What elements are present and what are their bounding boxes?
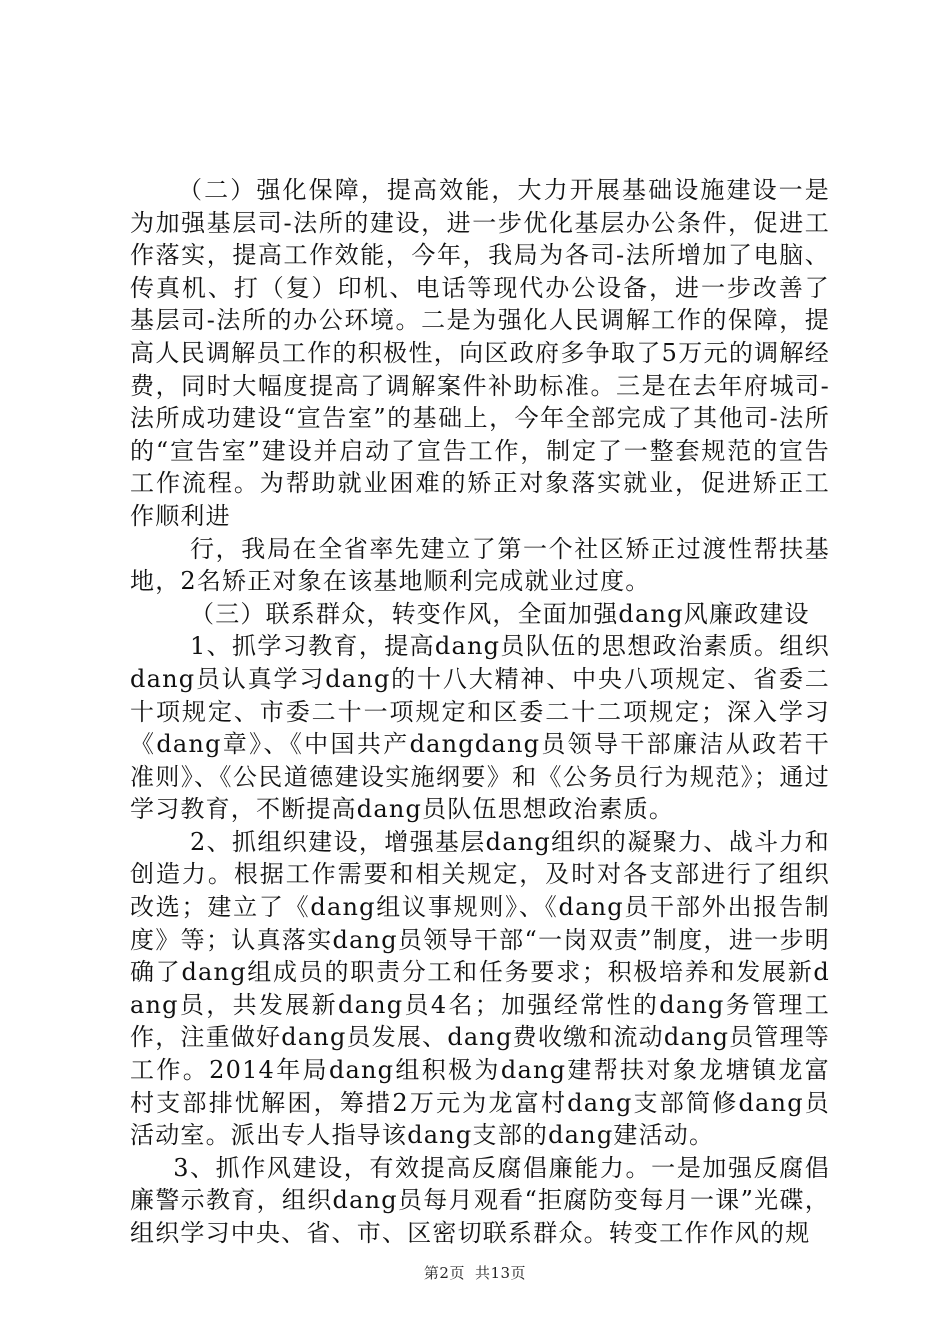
paragraph-study-education: 1、抓学习教育，提高dang员队伍的思想政治素质。组织dang员认真学习dang的十八大精神、中央八项规定、省委二十项规定、市委二十一项规定和区委二十二项规定；深入学习《dang章》、《中国共产dangdang员领导干部廉洁从政若干准则》、《公民道德建设实施纲要》和《公务员行为规范》；通过学习教育，不断提高dang员队伍思想政治素质。 <box>130 632 830 824</box>
document-body <box>130 174 830 1250</box>
page-footer <box>0 1262 950 1283</box>
paragraph-organization-building: 2、抓组织建设，增强基层dang组织的凝聚力、战斗力和创造力。根据工作需要和相关规定，及时对各支部进行了组织改选；建立了《dang组议事规则》、《dang员干部外出报告制度》等；认真落实dang员领导干部“一岗双责”制度，进一步明确了dang组成员的职责分工和任务要求；积极培养和发展新dang员，共发展新dang员4名；加强经常性的dang务管理工作，注重做好dang员发展、dang费收缴和流动dang员管理等工作。2014年局dang组积极为dang建帮扶对象龙塘镇龙富村支部排忧解困，筹措2万元为龙富村dang支部简修dang员活动室。派出专人指导该dang支部的dang建活动。 <box>130 827 830 1150</box>
page-total: 共13页 <box>474 1264 527 1282</box>
paragraph-conduct-building: 3、抓作风建设，有效提高反腐倡廉能力。一是加强反腐倡廉警示教育，组织dang员每月观看“拒腐防变每月一课”光碟，组织学习中央、省、市、区密切联系群众。转变工作作风的规 <box>130 1153 830 1247</box>
page-number: 第2页 <box>423 1264 465 1282</box>
paragraph-continuation-correction-base: 行，我局在全省率先建立了第一个社区矫正过渡性帮扶基地，2名矫正对象在该基地顺利完成就业过度。 <box>130 534 830 596</box>
paragraph-guarantee-efficiency: （二）强化保障，提高效能，大力开展基础设施建设一是为加强基层司-法所的建设，进一步优化基层办公条件，促进工作落实，提高工作效能，今年，我局为各司-法所增加了电脑、传真机、打（复）印机、电话等现代办公设备，进一步改善了基层司-法所的办公环境。二是为强化人民调解工作的保障，提高人民调解员工作的积极性，向区政府多争取了5万元的调解经费，同时大幅度提高了调解案件补助标准。三是在去年府城司-法所成功建设“宣告室”的基础上，今年全部完成了其他司-法所的“宣告室”建设并启动了宣告工作，制定了一整套规范的宣告工作流程。为帮助就业困难的矫正对象落实就业，促进矫正工作顺利进 <box>130 176 830 530</box>
section-heading-party-conduct: （三）联系群众，转变作风，全面加强dang风廉政建设 <box>190 599 810 628</box>
